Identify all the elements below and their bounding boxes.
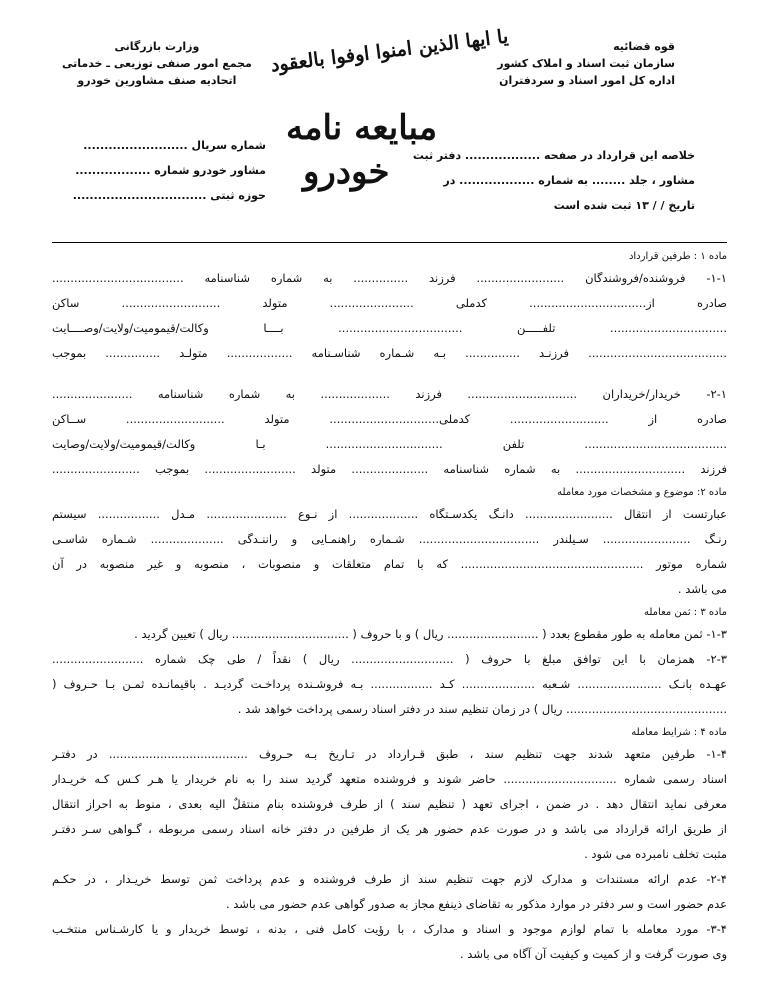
condition-line: عدم حضور است و سر دفتر در موارد مذکور به تقاضای ذینفع مجاز به صدور گواهی عدم حضور می باشد . — [225, 897, 727, 911]
verse-calligraphy: یا ایها الذین امنوا اوفوا بالعقود — [269, 25, 510, 77]
condition-line: مثبت تخلف نامبرده می شود . — [584, 847, 727, 861]
vehicle-line: رنـگ ........................ سـیلندر ................................. شـماره راهنمـایی و راننـدگی .................... شـماره شاسـی — [52, 532, 727, 546]
header-right-line-3: اداره کل امور اسناد و سردفتران — [499, 74, 675, 87]
condition-line: ۲-۴- عدم ارائه مستندات و مدارک لازم جهت تنظیم سند از طرف فروشنده و عدم پرداخت ثمن توسط خریـدار ، در حکـم — [52, 872, 727, 886]
condition-line: ۳-۴- مورد معامله با تمام لوازم موجود و اسناد و مدارک ، با رؤیت کامل فنی ، بدنه ، توسط خریدار و یا کارشـناس منتخـب — [52, 922, 727, 936]
header-divider — [52, 242, 727, 243]
buyer-line: ۲-۱- خریدار/خریداران .............................. فرزند ................... به شماره شناسنامه ...................... — [52, 387, 727, 401]
vehicle-line: می باشد . — [677, 582, 727, 596]
section-3-heading: ماده ۳ : ثمن معامله — [644, 607, 727, 618]
condition-3 — [52, 917, 727, 967]
header-judiciary — [497, 38, 675, 89]
condition-2 — [52, 867, 727, 917]
contract-body — [52, 246, 727, 967]
document-title: مبایعه نامه — [286, 108, 438, 148]
header-right-line-1: قوه قضائیه — [613, 40, 675, 53]
buyer-line: صادره از ........................... کدملی.............................. متولد ........................... ســاکن — [52, 412, 727, 426]
header-left-line-2: مجمع امور صنفی توزیعی ـ خدماتی — [62, 57, 252, 70]
header-left-line-3: اتحادیه صنف مشاورین خودرو — [77, 74, 237, 87]
serial-number-line: شماره سریال ......................... — [83, 139, 266, 152]
condition-line: ۱-۴- طرفین متعهد شدند جهت تنظیم سند ، طبق قـرارداد در تـاریخ بـه حـروف ...................................... در دفتـر — [52, 747, 727, 761]
seller-line: ................................ تلفـــــن .................................. بــــا وکالت/قیمومیت/ولایت/وصــــایت — [52, 321, 727, 335]
seller-line: ۱-۱- فروشنده/فروشندگان ........................ فرزند ............... به شماره شناسنامه .................................... — [52, 271, 727, 285]
header-right-line-2: سازمان ثبت اسناد و املاک کشور — [497, 57, 675, 70]
registry-line: خلاصه این قرارداد در صفحه .................. دفتر ثبت — [412, 149, 695, 162]
section-1-heading: ماده ۱ : طرفین قرارداد — [628, 251, 727, 262]
header-left-line-1: وزارت بازرگانی — [114, 40, 200, 53]
registry-line: مشاور ، جلد ........ به شماره .................. در — [443, 174, 695, 187]
vehicle-line: شماره موتور .................................................. که با تمام متعلقات و منصوبات ، منصوبه و غیر منصوبه در آن — [52, 557, 727, 571]
price-line: ............................................ ریال ) در زمان تنظیم سند در دفتر اسناد رسمی پرداخت خواهد شد . — [237, 702, 727, 716]
seller-line: ...................................... فرزنـد ............... بـه شـماره شناسـنامه .................. متولـد ............... بموجب — [52, 346, 727, 360]
condition-1 — [52, 742, 727, 867]
buyer-line: ....................................... تلفن ................................ بـا وکالت/قیمومیت/ولایت/وصایت — [52, 437, 727, 451]
registry-zone-line: حوزه ثبتی ................................ — [72, 189, 266, 202]
buyer-line: فرزند .............................. به شماره شناسنامه ..................... متولد ......................... بموجب ........................ — [52, 462, 727, 476]
section-2-heading: ماده ۲: موضوع و مشخصات مورد معامله — [557, 487, 727, 498]
section-4-heading: ماده ۴ : شرایط معامله — [631, 727, 727, 738]
advisor-number-line: مشاور خودرو شماره .................. — [75, 164, 266, 177]
condition-line: معرفی نماید انتقال دهد . در ضمن ، اجرای تعهد ( تنظیم سند ) از طرف فروشنده بنام منتقلٌ الیه بعدی ، منوط به احراز انتقال — [52, 797, 727, 811]
serial-info — [72, 133, 266, 208]
header-ministry — [62, 38, 252, 89]
condition-line: از طریق ارائه قرارداد می باشد و در صورت عدم حضور هر یک از طرفین در دفتر خانه اسناد رسمی مربوطه ، گـواهی سـر دفتـر — [52, 822, 727, 836]
document-subtitle: خودرو — [303, 152, 390, 192]
registry-summary — [413, 143, 695, 218]
price-line: ۲-۳- همزمان با این توافق مبلغ با حروف ( ............................ ریال ) نقداً / طی چک شماره ......................... — [52, 652, 727, 666]
condition-line: وی صورت گرفت و از کمیت و کیفیت آن آگاه می باشد . — [460, 947, 727, 961]
vehicle-line: عبارتست از انتقال ........................ دانـگ یکدسـتگاه ................... از نـوع ...................... مـدل ................. سیستم — [52, 507, 727, 521]
condition-line: اسناد رسمی شماره ............................... حاضر شوند و فروشنده متعهد گردید سند را به نام خریدار یا هـر کـس کـه خریـدار — [52, 772, 727, 786]
price-line: عهـده بانـک ....................... شـعبه .................... کـد ................. بـه فروشـنده پرداخـت گردیـد . باقیمانـده ثمـن بـا حـروف ( — [52, 677, 727, 691]
seller-line: صادره از................................ کدملی ....................... متولد ........................... ساکن — [52, 296, 727, 310]
price-line: ۱-۳- ثمن معامله به طور مقطوع بعدد ( ......................... ریال ) و با حروف ( ................................ ریال ) تعیین گردید . — [134, 627, 727, 641]
registry-line: تاریخ / / ۱۳ ثبت شده است — [553, 199, 695, 212]
